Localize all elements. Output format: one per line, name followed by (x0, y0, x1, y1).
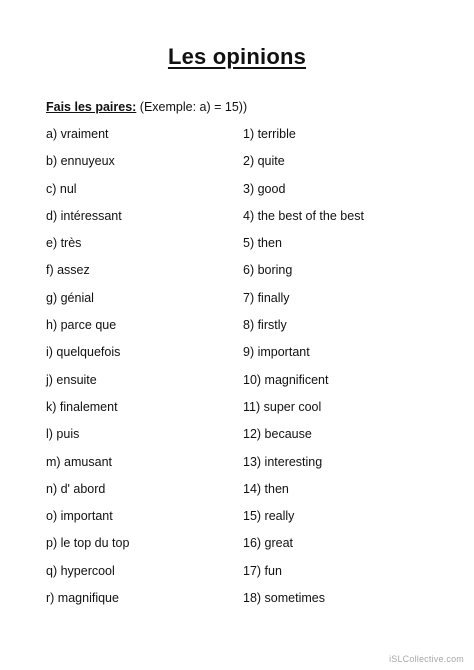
list-item: 12) because (243, 427, 312, 442)
instruction-example: (Exemple: a) = 15)) (136, 100, 248, 114)
list-item: 8) firstly (243, 318, 287, 333)
instruction-line (46, 100, 247, 114)
list-item: h) parce que (46, 318, 117, 333)
list-item: 3) good (243, 181, 286, 196)
list-item: e) très (46, 236, 82, 251)
list-item: d) intéressant (46, 208, 122, 223)
list-item: 7) finally (243, 290, 290, 305)
list-item: 11) super cool (243, 399, 322, 414)
list-item: 2) quite (243, 154, 285, 169)
list-item: c) nul (46, 181, 77, 196)
list-item: 9) important (243, 345, 310, 360)
list-item: b) ennuyeux (46, 154, 115, 169)
list-item: 4) the best of the best (243, 208, 364, 223)
list-item: 6) boring (243, 263, 293, 278)
list-item: 14) then (243, 481, 289, 496)
list-item: o) important (46, 509, 113, 524)
list-item: j) ensuite (46, 372, 97, 387)
list-item: 17) fun (243, 563, 282, 578)
list-item: p) le top du top (46, 536, 130, 551)
list-item: 1) terrible (243, 127, 296, 141)
list-item: 18) sometimes (243, 591, 325, 606)
watermark-footer: iSLCollective.com (389, 654, 464, 664)
list-item: f) assez (46, 263, 90, 278)
list-item: i) quelquefois (46, 345, 121, 360)
list-item: n) d' abord (46, 481, 106, 496)
french-word-list (46, 127, 236, 618)
list-item: g) génial (46, 290, 94, 305)
list-item: 10) magnificent (243, 372, 329, 387)
english-word-list (243, 127, 443, 618)
list-item: l) puis (46, 427, 80, 442)
list-item: 13) interesting (243, 454, 323, 469)
instruction-label: Fais les paires: (46, 100, 137, 114)
list-item: m) amusant (46, 454, 112, 469)
list-item: 15) really (243, 509, 295, 524)
list-item: a) vraiment (46, 127, 109, 141)
list-item: 16) great (243, 536, 294, 551)
page-title: Les opinions (167, 44, 307, 69)
list-item: r) magnifique (46, 591, 119, 606)
list-item: q) hypercool (46, 563, 115, 578)
list-item: k) finalement (46, 399, 118, 414)
list-item: 5) then (243, 236, 282, 251)
